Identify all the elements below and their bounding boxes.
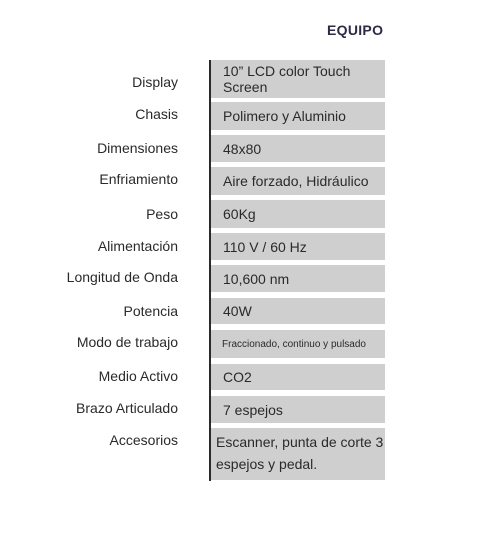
spec-value-medio-activo: CO2 — [211, 364, 385, 390]
section-title: EQUIPO — [327, 22, 384, 38]
spec-value-alimentacion: 110 V / 60 Hz — [211, 233, 385, 260]
spec-label-chasis: Chasis — [135, 106, 178, 122]
spec-value-accesorios: Escanner, punta de corte 3 espejos y pedal. — [211, 428, 385, 480]
spec-label-peso: Peso — [146, 206, 178, 222]
spec-value-potencia: 40W — [211, 298, 385, 324]
spec-value-chasis: Polimero y Aluminio — [211, 102, 385, 130]
spec-label-enfriamiento: Enfriamiento — [99, 171, 178, 187]
spec-value-display: 10” LCD color Touch Screen — [211, 60, 385, 98]
spec-value-enfriamiento: Aire forzado, Hidráulico — [211, 167, 385, 195]
spec-label-potencia: Potencia — [123, 303, 178, 319]
spec-label-dimensiones: Dimensiones — [97, 140, 178, 156]
spec-value-modo-de-trabajo: Fraccionado, continuo y pulsado — [211, 330, 385, 358]
spec-value-brazo-articulado: 7 espejos — [211, 396, 385, 423]
spec-label-brazo-articulado: Brazo Articulado — [76, 400, 178, 416]
spec-label-modo-de-trabajo: Modo de trabajo — [76, 334, 178, 350]
spec-label-alimentacion: Alimentación — [97, 238, 178, 254]
spec-value-longitud-de-onda: 10,600 nm — [211, 265, 385, 292]
spec-value-dimensiones: 48x80 — [211, 135, 385, 162]
spec-label-accesorios: Accesorios — [109, 432, 178, 448]
spec-label-display: Display — [132, 74, 178, 90]
spec-label-medio-activo: Medio Activo — [98, 368, 178, 384]
spec-label-longitud-de-onda: Longitud de Onda — [66, 269, 178, 285]
spec-value-peso: 60Kg — [211, 200, 385, 228]
